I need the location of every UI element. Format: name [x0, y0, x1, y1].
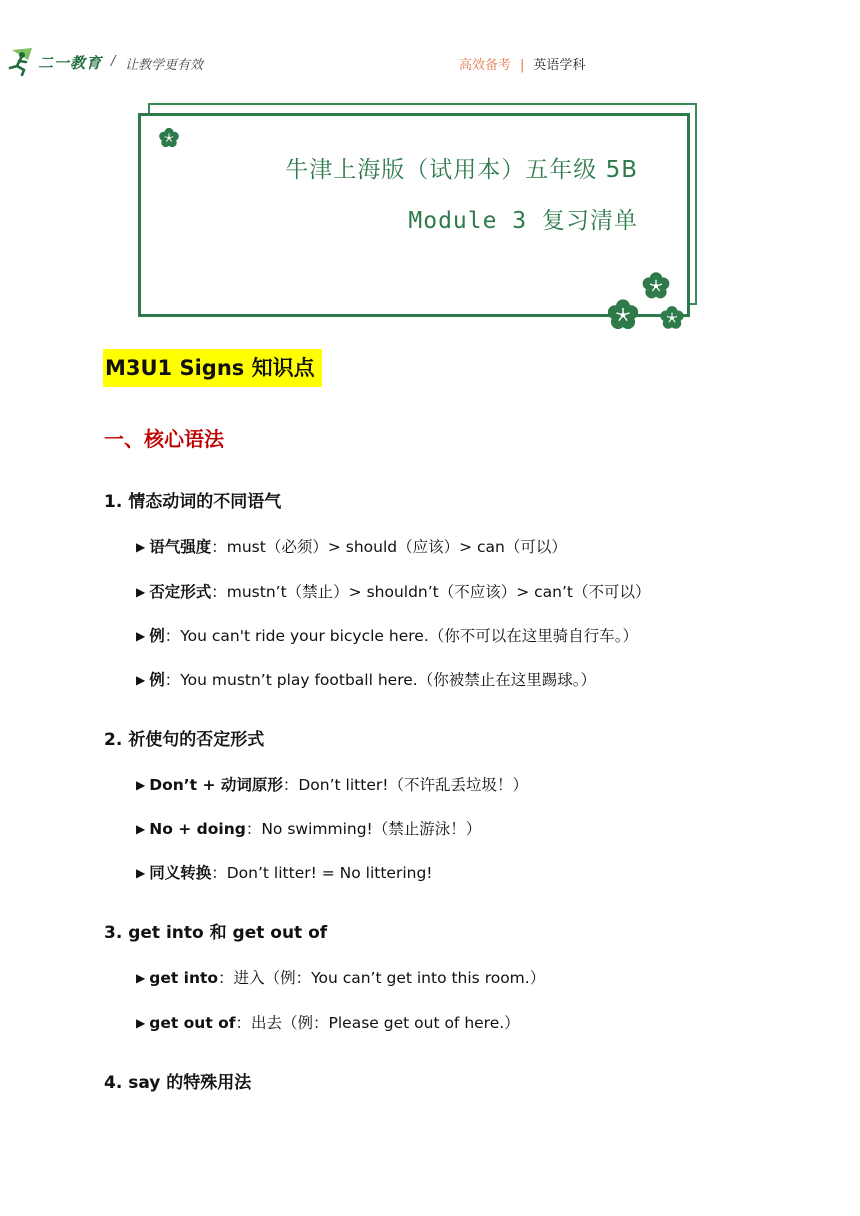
unit-title: M3U1 Signs 知识点 — [103, 349, 322, 387]
item-text: ：Don’t litter! = No littering! — [211, 864, 433, 882]
item-label: Don’t + 动词原形 — [149, 776, 283, 794]
list-item — [136, 773, 528, 795]
item-label: 否定形式 — [149, 583, 212, 601]
list-item — [136, 624, 638, 646]
bullet-arrow-icon: ▶ — [136, 629, 146, 643]
item-text: ：No swimming!（禁止游泳！） — [245, 820, 482, 838]
header-subject-name: 英语学科 — [533, 58, 586, 73]
list-item — [136, 668, 596, 690]
item-label: 例 — [149, 627, 165, 645]
list-item — [136, 966, 545, 988]
topic-heading: 3. get into 和 get out of — [104, 923, 328, 943]
brand-name: 二一教育 — [38, 54, 103, 72]
topic-heading: 2. 祈使句的否定形式 — [104, 730, 265, 750]
runner-logo-icon — [6, 46, 38, 76]
header-slash: / — [111, 54, 116, 69]
plum-blossom-icon — [659, 305, 685, 331]
item-label: get out of — [149, 1014, 236, 1032]
bullet-arrow-icon: ▶ — [136, 778, 146, 792]
list-item — [136, 535, 567, 557]
topic-heading: 4. say 的特殊用法 — [104, 1073, 252, 1093]
list-item — [136, 1011, 520, 1033]
plum-blossom-icon — [158, 127, 180, 149]
item-text: ：must（必须）> should（应该）> can（可以） — [211, 538, 567, 556]
plum-blossom-icon — [641, 271, 671, 301]
bullet-arrow-icon: ▶ — [136, 540, 146, 554]
bullet-arrow-icon: ▶ — [136, 585, 146, 599]
item-label: No + doing — [149, 820, 246, 838]
list-item — [136, 861, 433, 883]
item-text: ：You mustn’t play football here.（你被禁止在这里踢球。） — [164, 671, 596, 689]
list-item — [136, 817, 481, 839]
document-subtitle: Module 3 复习清单 — [408, 208, 638, 234]
header-subject — [459, 54, 585, 73]
item-label: 同义转换 — [149, 864, 212, 882]
bullet-arrow-icon: ▶ — [136, 866, 146, 880]
bullet-arrow-icon: ▶ — [136, 673, 146, 687]
item-text: ：mustn’t（禁止）> shouldn’t（不应该）> can’t（不可以） — [211, 583, 651, 601]
bullet-arrow-icon: ▶ — [136, 1016, 146, 1030]
section-title: 一、核心语法 — [104, 427, 224, 451]
document-title: 牛津上海版（试用本）五年级 5B — [285, 157, 638, 183]
brand-slogan: 让教学更有效 — [125, 58, 204, 73]
item-label: 例 — [149, 671, 165, 689]
header-separator: | — [520, 58, 525, 73]
bullet-arrow-icon: ▶ — [136, 822, 146, 836]
topic-heading: 1. 情态动词的不同语气 — [104, 492, 282, 512]
item-label: get into — [149, 969, 219, 987]
item-text: ：Don’t litter!（不许乱丢垃圾！） — [282, 776, 528, 794]
item-text: ：进入（例：You can’t get into this room.） — [218, 969, 546, 987]
list-item — [136, 580, 651, 602]
item-text: ：出去（例：Please get out of here.） — [235, 1014, 520, 1032]
header-category: 高效备考 — [459, 58, 512, 73]
plum-blossom-icon — [606, 298, 640, 332]
item-label: 语气强度 — [149, 538, 212, 556]
bullet-arrow-icon: ▶ — [136, 971, 146, 985]
item-text: ：You can't ride your bicycle here.（你不可以在这里骑自行车。） — [164, 627, 639, 645]
